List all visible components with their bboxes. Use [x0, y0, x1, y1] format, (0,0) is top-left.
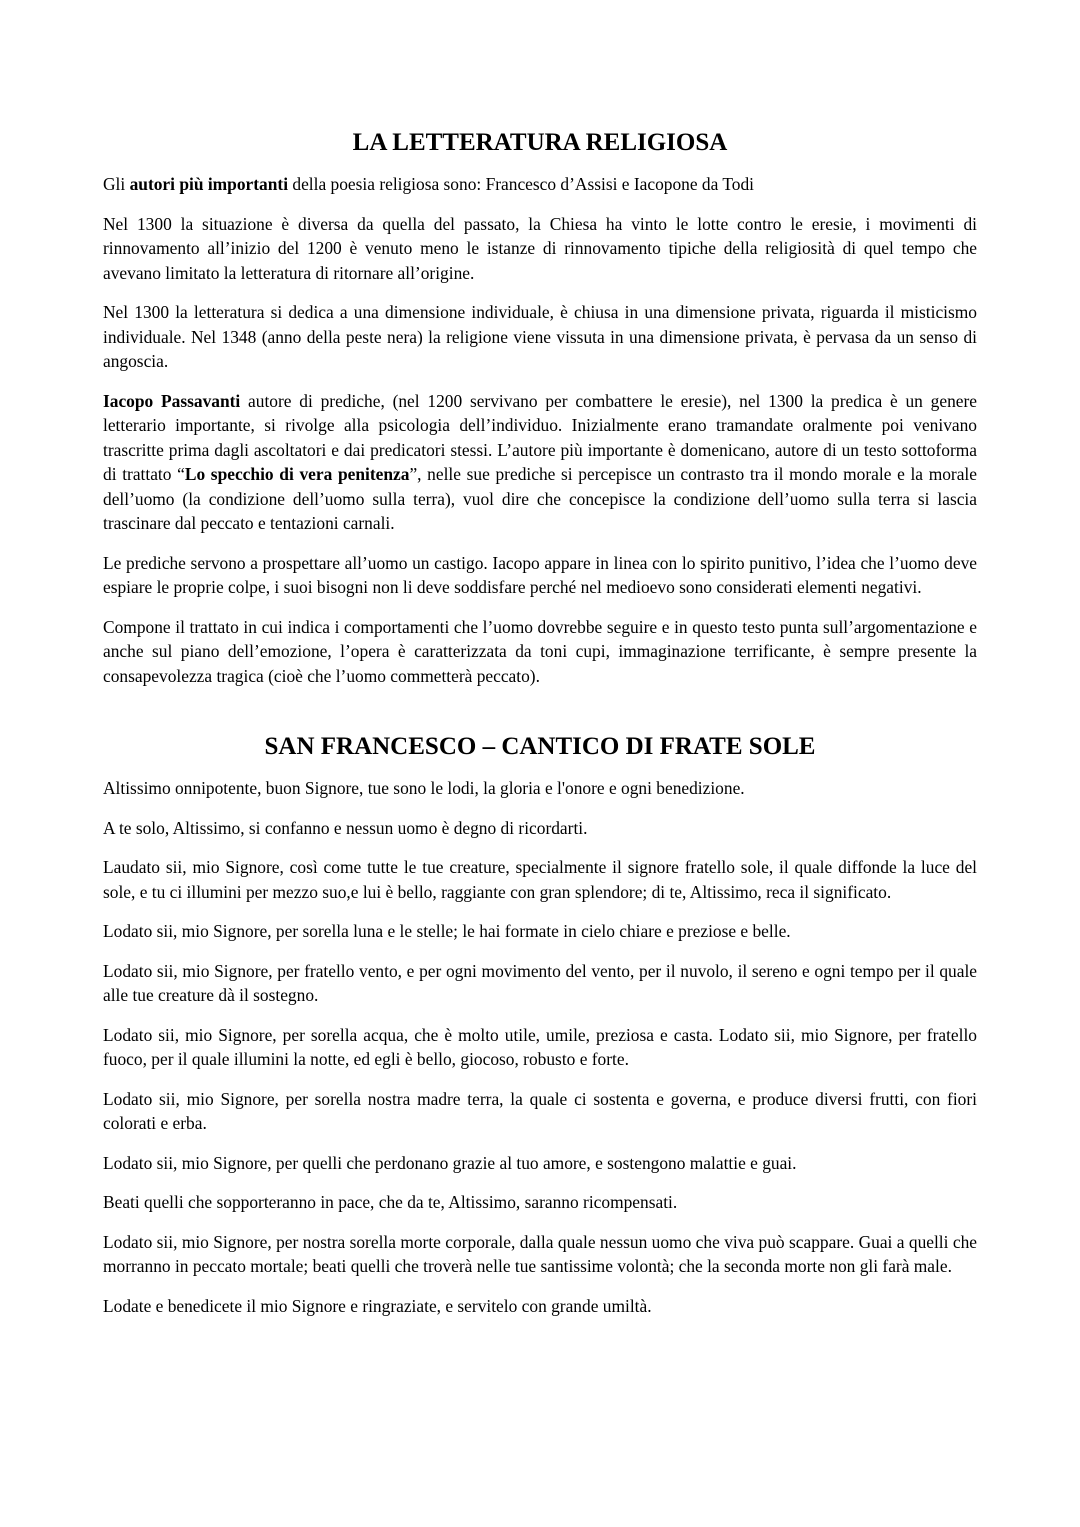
verse-paragraph: Lodato sii, mio Signore, per nostra sorella morte corporale, dalla quale nessun uomo che viva può scappare. Guai a quelli che morranno in peccato mortale; beati quelli che troverà nelle tue santissime volontà; che la seconda morte non gli farà male.: [103, 1231, 977, 1276]
verse-paragraph: Lodato sii, mio Signore, per sorella nostra madre terra, la quale ci sostenta e governa, e produce diversi frutti, con fiori colorati e erba.: [103, 1088, 977, 1133]
verse-paragraph: Lodato sii, mio Signore, per sorella acqua, che è molto utile, umile, preziosa e casta. Lodato sii, mio Signore, per fratello fuoco, per il quale illumini la notte, ed egli è bello, giocoso, robusto e forte.: [103, 1024, 977, 1069]
section-title-cantico: SAN FRANCESCO – CANTICO DI FRATE SOLE: [264, 733, 816, 760]
verse-paragraph: Beati quelli che sopporteranno in pace, che da te, Altissimo, saranno ricompensati.: [103, 1192, 678, 1212]
work-title: Lo specchio di vera penitenza: [184, 464, 410, 484]
paragraph-iacopo-passavanti: [103, 389, 977, 536]
verse-paragraph: Lodato sii, mio Signore, per fratello vento, e per ogni movimento del vento, per il nuvolo, il sereno e ogni tempo per il quale alle tue creature dà il sostegno.: [103, 960, 977, 1005]
passavanti-text-1: autore di prediche, (nel 1200 servivano per combattere le eresie), nel 1300 la predica è un genere letterario importante, si rivolge alla psicologia dell’individuo. Inizialmente erano tramandate oralmente poi venivano trascritte prima dagli ascoltatori e dai predicatori stessi. L’autore più importante è domenicano, autore di un testo sottoforma di trattato “: [103, 390, 977, 484]
verse-paragraph: Laudato sii, mio Signore, così come tutte le tue creature, specialmente il signore fratello sole, il quale diffonde la luce del sole, e tu ci illumini per mezzo suo,e lui è bello, raggiante con gran splendore; di te, Altissimo, reca il significato.: [103, 857, 977, 902]
intro-text-before: Gli: [103, 174, 130, 194]
paragraph-dimensione-individuale: Nel 1300 la letteratura si dedica a una dimensione individuale, è chiusa in una dimensione privata, riguarda il misticismo individuale. Nel 1348 (anno della peste nera) la religione viene vissuta in una dimensione privata, è pervasa da un senso di angoscia.: [103, 302, 977, 371]
intro-paragraph: [103, 172, 977, 197]
intro-bold-text: autori più importanti: [129, 174, 289, 194]
intro-text-after: della poesia religiosa sono: Francesco d’Assisi e Iacopone da Todi: [288, 174, 755, 194]
verse-paragraph: Lodato sii, mio Signore, per sorella luna e le stelle; le hai formate in cielo chiare e preziose e belle.: [103, 921, 791, 941]
paragraph-prediche: Le prediche servono a prospettare all’uomo un castigo. Iacopo appare in linea con lo spirito punitivo, l’idea che l’uomo deve espiare le proprie colpe, i suoi bisogni non li deve soddisfare perché nel medioevo sono considerati elementi negativi.: [103, 552, 977, 597]
author-name: Iacopo Passavanti: [103, 390, 241, 411]
passavanti-text-2: ”, nelle sue prediche si percepisce un contrasto tra il mondo morale e la morale dell’uomo (la condizione dell’uomo sulla terra), vuol dire che concepisce la condizione dell’uomo sulla terra si lascia trascinare dal peccato e tentazioni carnali.: [103, 464, 977, 533]
paragraph-trattato: Compone il trattato in cui indica i comportamenti che l’uomo dovrebbe seguire e in questo testo punta sull’argomentazione e anche sul piano dell’emozione, l’opera è caratterizzata da toni cupi, immaginazione terrificante, è sempre presente la consapevolezza tragica (cioè che l’uomo commetterà peccato).: [103, 616, 977, 686]
verse-paragraph: A te solo, Altissimo, si confanno e nessun uomo è degno di ricordarti.: [103, 817, 588, 838]
paragraph-1300-situazione: Nel 1300 la situazione è diversa da quella del passato, la Chiesa ha vinto le lotte contro le eresie, i movimenti di rinnovamento all’inizio del 1200 è venuto meno le istanze di rinnovamento tipiche della religiosità di quel tempo che avevano limitato la letteratura di ritornare all’origine.: [103, 213, 977, 283]
section-title-letteratura-religiosa: LA LETTERATURA RELIGIOSA: [352, 129, 728, 156]
verse-paragraph: Lodato sii, mio Signore, per quelli che perdonano grazie al tuo amore, e sostengono malattie e guai.: [103, 1152, 797, 1173]
verse-paragraph: Altissimo onnipotente, buon Signore, tue sono le lodi, la gloria e l'onore e ogni benedizione.: [103, 778, 745, 798]
verse-paragraph: Lodate e benedicete il mio Signore e ringraziate, e servitelo con grande umiltà.: [103, 1295, 652, 1316]
